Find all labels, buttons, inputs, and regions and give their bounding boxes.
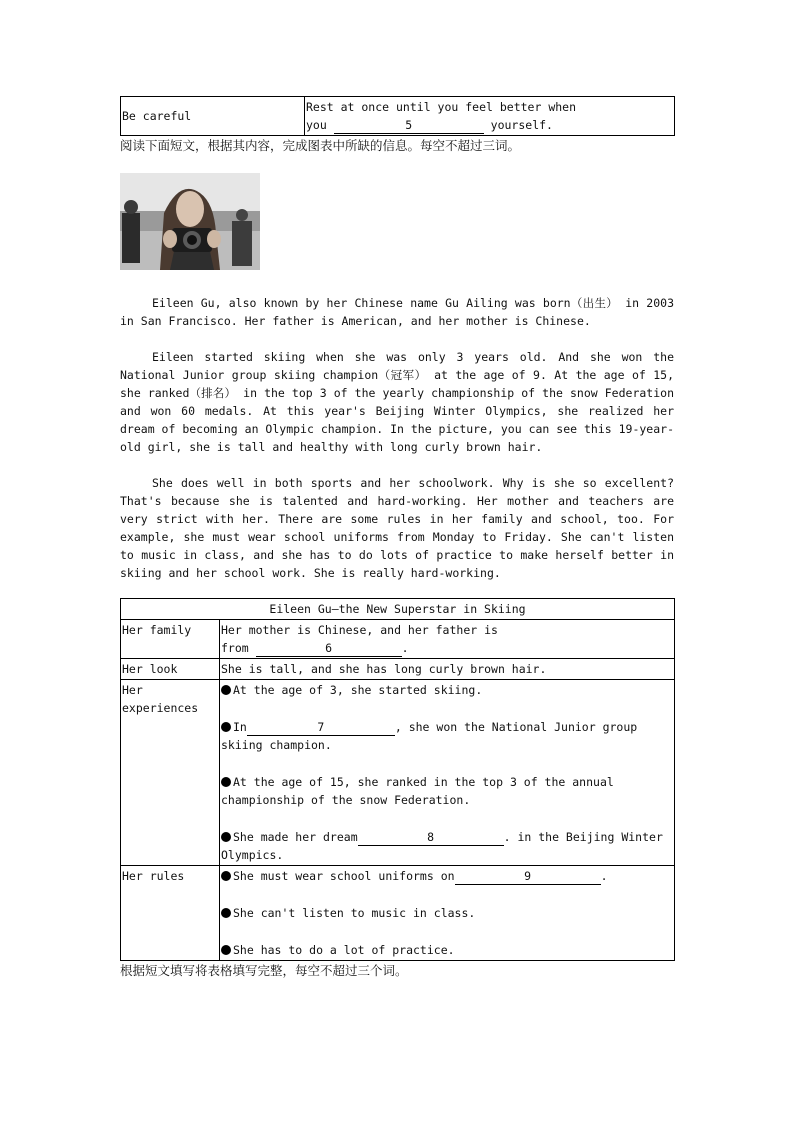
bullet-icon (221, 945, 231, 955)
experience-3-line2: championship of the snow Federation. (221, 793, 471, 807)
experience-4-line2: Olympics. (221, 848, 284, 862)
family-line2 (221, 639, 673, 657)
bullet-icon (221, 685, 231, 695)
passage-paragraph-1: Eileen Gu, also known by her Chinese name Gu Ailing was born（出生） in 2003 in San Francisco. Her father is American, and her mother is Chinese. (120, 296, 674, 328)
passage-paragraph-2: Eileen started skiing when she was only 3 years old. And she won the National Junior group skiing champion（冠军） at the age of 9. At the age of 15, she ranked（排名） in the top 3 of the yearly championship of the snow Federation and won 60 medals. At this year's Beijing Winter Olympics, she realized her dream of becoming an Olympic champion. In the picture, you can see this 19-year-old girl, she is tall and healthy with long curly brown hair. (120, 350, 674, 454)
family-line1: Her mother is Chinese, and her father is (221, 623, 498, 637)
experience-2-line2: skiing champion. (221, 738, 332, 752)
family-from: from (221, 641, 249, 655)
row-experiences (121, 680, 675, 866)
row-family-content (220, 620, 675, 659)
row-family-label: Her family (121, 620, 220, 659)
row-look-content: She is tall, and she has long curly brown hair. (220, 659, 675, 680)
row-rules (121, 866, 675, 961)
experience-1-text: At the age of 3, she started skiing. (233, 683, 483, 697)
experience-3-text: At the age of 15, she ranked in the top 3 of the annual (233, 775, 614, 789)
bullet-icon (221, 777, 231, 787)
info-table-title-row (121, 599, 675, 620)
top-table-row (121, 97, 675, 136)
rule-3-text: She has to do a lot of practice. (233, 943, 455, 957)
rule-2-text: She can't listen to music in class. (233, 906, 476, 920)
experiences-label-1: Her (122, 683, 143, 697)
top-table-line1: Rest at once until you feel better when (306, 100, 577, 114)
info-table-title: Eileen Gu—the New Superstar in Skiing (121, 599, 675, 620)
line2-prefix: you (306, 118, 327, 132)
blank-7[interactable]: 7 (247, 719, 395, 736)
row-look-label: Her look (121, 659, 220, 680)
rule-1-post: . (600, 869, 608, 883)
info-table (120, 598, 675, 961)
top-table-line2 (306, 116, 673, 134)
experience-1 (221, 681, 673, 699)
rule-3 (221, 941, 673, 959)
row-look (121, 659, 675, 680)
experience-2-pre: In (233, 720, 247, 734)
row-rules-label: Her rules (121, 866, 220, 961)
experience-3 (221, 773, 673, 791)
blank-6[interactable]: 6 (256, 640, 402, 657)
row-rules-content (220, 866, 675, 961)
experience-2 (221, 718, 673, 736)
top-table-content (305, 97, 675, 136)
blank-9[interactable]: 9 (455, 868, 601, 885)
bullet-icon (221, 908, 231, 918)
instruction-2: 根据短文填写将表格填写完整，每空不超过三个词。 (120, 963, 408, 978)
bullet-icon (221, 871, 231, 881)
row-family (121, 620, 675, 659)
experience-4-post: . in the Beijing Winter (503, 830, 663, 844)
line2-suffix: yourself. (490, 118, 553, 132)
experience-2-post: , she won the National Junior group (394, 720, 638, 734)
passage-paragraph-3: She does well in both sports and her schoolwork. Why is she so excellent? That's because she is talented and hard-working. Her mother and teachers are very strict with her. There are some rules in her family and school, too. For example, she must wear school uniforms from Monday to Friday. She can't listen to music in class, and she has to do lots of practice to make herself better in skiing and her school work. She is really hard-working. (120, 476, 674, 580)
photo-girl-with-camera (120, 173, 260, 270)
instruction-1: 阅读下面短文，根据其内容，完成图表中所缺的信息。每空不超过三词。 (120, 138, 521, 153)
worksheet (120, 96, 674, 980)
experience-4-pre: She made her dream (233, 830, 358, 844)
bullet-icon (221, 832, 231, 842)
top-table-label: Be careful (121, 97, 305, 136)
experience-4 (221, 828, 673, 846)
rule-1 (221, 867, 673, 885)
family-period: . (401, 641, 409, 655)
experiences-label-2: experiences (122, 701, 199, 715)
blank-8[interactable]: 8 (358, 829, 504, 846)
blank-5[interactable]: 5 (334, 117, 484, 134)
row-experiences-content (220, 680, 675, 866)
rule-2 (221, 904, 673, 922)
top-table (120, 96, 675, 136)
rule-1-pre: She must wear school uniforms on (233, 869, 455, 883)
bullet-icon (221, 722, 231, 732)
row-experiences-label (121, 680, 220, 866)
